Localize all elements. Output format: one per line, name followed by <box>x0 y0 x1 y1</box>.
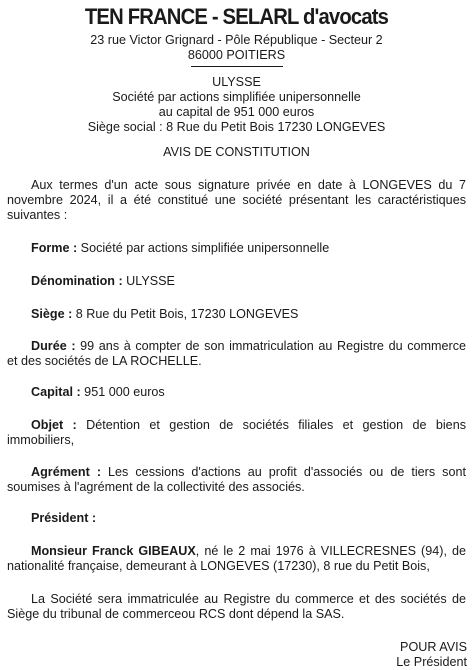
firm-name: TEN FRANCE - SELARL d'avocats <box>84 4 389 29</box>
intro-paragraph: Aux termes d'un acte sous signature privée en date à LONGEVES du 7 novembre 2024, il a été constitué une société présentant les caractéristiques suivantes : <box>7 178 466 222</box>
field-capital <box>7 385 466 400</box>
field-value: Société par actions simplifiée unipersonnelle <box>77 241 330 255</box>
field-label: Agrément : <box>31 465 102 479</box>
field-label: Objet : <box>31 418 77 432</box>
notice-title: AVIS DE CONSTITUTION <box>163 145 310 159</box>
signature-line1: POUR AVIS <box>400 640 467 654</box>
field-value: 951 000 euros <box>80 385 165 399</box>
company-capital: au capital de 951 000 euros <box>158 105 315 119</box>
field-value: Détention et gestion de sociétés filiales et gestion de biens immobiliers, <box>7 418 466 447</box>
field-value: 99 ans à compter de son immatriculation au Registre du commerce et des sociétés de LA ROCHELLE. <box>7 339 466 368</box>
firm-address-line1: 23 rue Victor Grignard - Pôle République - Secteur 2 <box>90 33 383 47</box>
company-name: ULYSSE <box>212 75 261 89</box>
field-label: Dénomination : <box>31 274 123 288</box>
field-label: Durée : <box>31 339 76 353</box>
field-agrement <box>7 465 466 495</box>
field-label: Siège : <box>31 307 73 321</box>
field-value: ULYSSE <box>122 274 175 288</box>
field-label: Forme : <box>31 241 78 255</box>
field-duree <box>7 339 466 369</box>
signature-line2: Le Président <box>396 655 467 669</box>
president-name: Monsieur Franck GIBEAUX <box>31 544 196 558</box>
field-objet <box>7 418 466 448</box>
president-label: Président : <box>31 511 97 525</box>
president-heading <box>7 511 466 526</box>
registration-paragraph: La Société sera immatriculée au Registre du commerce et des sociétés de Siège du tribunal de commerceou RCS dont dépend la SAS. <box>7 592 466 621</box>
company-form: Société par actions simplifiée unipersonnelle <box>112 90 361 104</box>
company-seat: Siège social : 8 Rue du Petit Bois 17230 LONGEVES <box>87 120 386 134</box>
signature-block <box>0 640 473 670</box>
field-value: Les cessions d'actions au profit d'associés ou de tiers sont soumises à l'agrément de la collectivité des associés. <box>7 465 466 494</box>
firm-address-line2: 86000 POITIERS <box>187 48 286 62</box>
field-value: 8 Rue du Petit Bois, 17230 LONGEVES <box>72 307 299 321</box>
president-paragraph <box>7 544 466 574</box>
field-siege <box>7 307 466 322</box>
president-details: , né le 2 mai 1976 à VILLECRESNES (94), de nationalité française, demeurant à LONGEVES (17230), 8 rue du Petit Bois, <box>7 544 467 573</box>
field-forme <box>7 241 466 256</box>
field-label: Capital : <box>31 385 81 399</box>
field-denomination <box>7 274 466 289</box>
notice-body <box>0 178 473 622</box>
header-divider <box>191 66 283 67</box>
